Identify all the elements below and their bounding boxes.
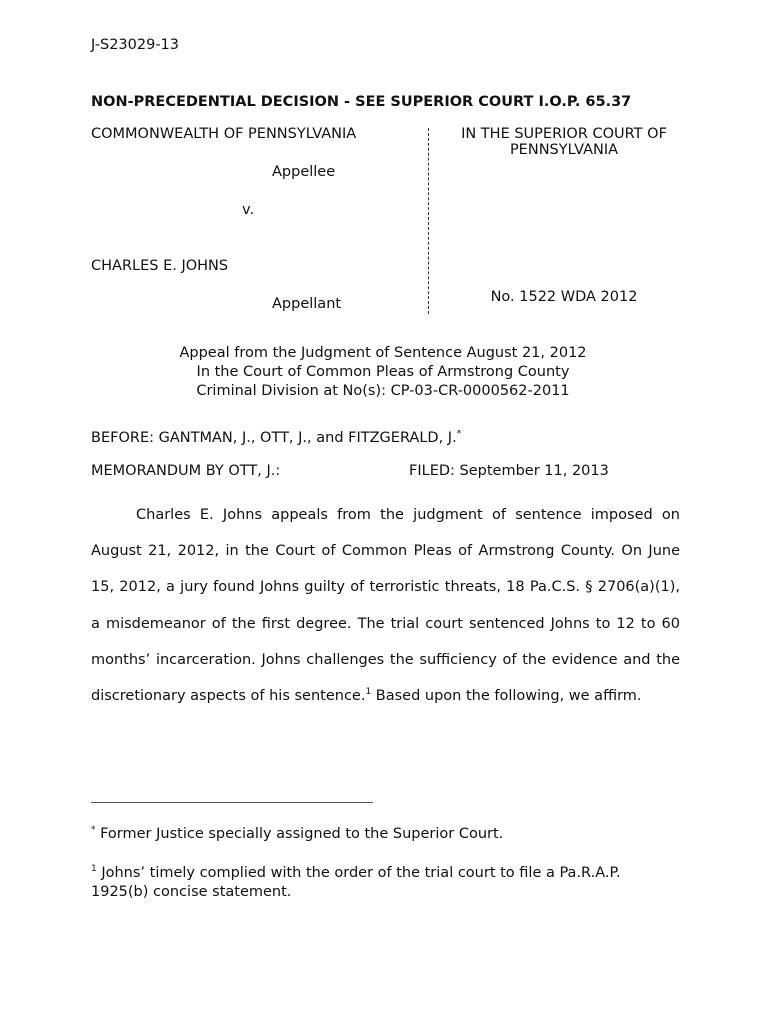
case-number: No. 1522 WDA 2012: [490, 289, 638, 305]
appellant-name: CHARLES E. JOHNS: [91, 258, 229, 274]
appellee-role: Appellee: [272, 164, 336, 180]
paragraph-text-end: Based upon the following, we affirm.: [371, 688, 642, 705]
footnote-star: [91, 826, 503, 842]
docket-number: J-S23029-13: [91, 37, 180, 53]
footnote-ref: 1: [365, 687, 372, 698]
appeal-line2: In the Court of Common Pleas of Armstrong County: [196, 364, 570, 380]
panel-line: [91, 430, 461, 446]
court-name-line2: PENNSYLVANIA: [509, 142, 619, 158]
footnote-star-mark: *: [91, 825, 96, 836]
paragraph-text: Charles E. Johns appeals from the judgment of sentence imposed on August 21, 2012, in the Court of Common Pleas of Armstrong County. On June 15, 2012, a jury found Johns guilty of terroristic threats, 18 Pa.C.S. § 2706(a)(1), a misdemeanor of the first degree. The trial court sentenced Johns to 12 to 60 months’ incarceration. Johns challenges the sufficiency of the evidence and the discretionary aspects of his sentence.: [91, 507, 680, 705]
caption-right: [446, 126, 682, 305]
opinion-paragraph: [91, 497, 680, 714]
appeal-line3: Criminal Division at No(s): CP-03-CR-0000562-2011: [196, 383, 570, 399]
appeal-block: [91, 344, 675, 401]
caption-left: [91, 126, 421, 326]
footnote-1-mark: 1: [91, 864, 97, 875]
appeal-line1: Appeal from the Judgment of Sentence August 21, 2012: [179, 345, 587, 361]
footnote-star-text: Former Justice specially assigned to the Superior Court.: [95, 826, 504, 842]
appellee-name: COMMONWEALTH OF PENNSYLVANIA: [91, 126, 357, 142]
caption-divider: [428, 128, 429, 314]
versus: v.: [242, 202, 255, 218]
panel-footnote-mark: *: [456, 429, 462, 440]
footnote-rule: [91, 802, 373, 803]
appellant-role: Appellant: [272, 296, 342, 312]
memorandum-author: MEMORANDUM BY OTT, J.:: [91, 463, 281, 479]
panel-judges: BEFORE: GANTMAN, J., OTT, J., and FITZGERALD, J.: [91, 430, 457, 446]
filed-date: FILED: September 11, 2013: [409, 463, 609, 479]
footnote-1: [91, 864, 681, 902]
court-name-line1: IN THE SUPERIOR COURT OF: [461, 126, 667, 142]
decision-banner: NON-PRECEDENTIAL DECISION - SEE SUPERIOR COURT I.O.P. 65.37: [91, 94, 632, 110]
opinion-body: [91, 497, 680, 714]
footnote-1-text: Johns’ timely complied with the order of the trial court to file a Pa.R.A.P. 1925(b) concise statement.: [91, 865, 621, 900]
